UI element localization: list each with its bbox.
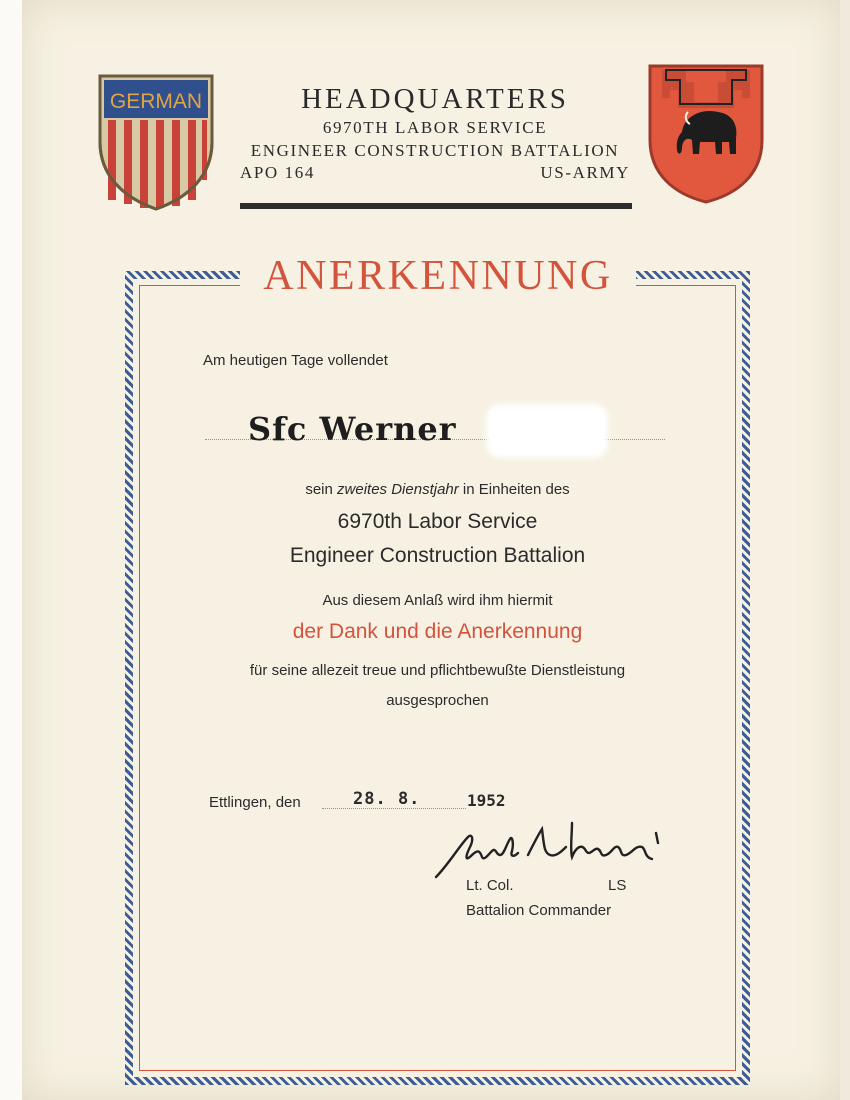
year-value: 1952	[467, 791, 506, 810]
apo-row	[238, 162, 632, 184]
headquarters-block	[238, 82, 632, 184]
commander-signature	[430, 815, 670, 885]
thanks-text: der Dank und die Anerkennung	[292, 620, 583, 643]
certificate-title: ANERKENNUNG	[240, 250, 636, 302]
occasion-text: Aus diesem Anlaß wird ihm hiermit	[322, 592, 553, 609]
battalion-line: ENGINEER CONSTRUCTION BATTALION	[250, 141, 620, 160]
headquarters-title: HEADQUARTERS	[301, 83, 569, 115]
redaction-patch	[490, 408, 604, 454]
unit-name-line: 6970TH LABOR SERVICE	[322, 118, 548, 137]
service-year-suffix: in Einheiten des	[462, 481, 570, 498]
place-label: Ettlingen, den	[209, 794, 301, 811]
date-value: 28. 8.	[353, 789, 421, 809]
unit-name-1: 6970th Labor Service	[337, 510, 538, 533]
elephant-castle-insignia-icon	[646, 62, 766, 204]
us-shield-icon	[96, 72, 216, 212]
recipient-name: Sfc Werner	[248, 410, 457, 448]
branch-label: US-ARMY	[540, 163, 630, 182]
intro-text: Am heutigen Tage vollendet	[203, 352, 388, 369]
apo-number: APO 164	[240, 163, 315, 182]
service-text-1: für seine allezeit treue und pflichtbewußte Dienstleistung	[249, 662, 626, 679]
unit-name-2: Engineer Construction Battalion	[289, 544, 586, 567]
service-year-emphasis: zweites Dienstjahr	[337, 481, 459, 498]
german-shield-label: GERMAN	[109, 90, 203, 113]
commander-role: Battalion Commander	[466, 902, 612, 919]
service-year-prefix: sein	[305, 481, 333, 498]
service-text-2: ausgesprochen	[386, 692, 489, 709]
header-rule	[240, 203, 632, 209]
commander-rank: Lt. Col.	[466, 877, 514, 894]
page-edge	[0, 0, 22, 1100]
ls-mark: LS	[608, 877, 627, 894]
service-year-line	[139, 481, 736, 498]
